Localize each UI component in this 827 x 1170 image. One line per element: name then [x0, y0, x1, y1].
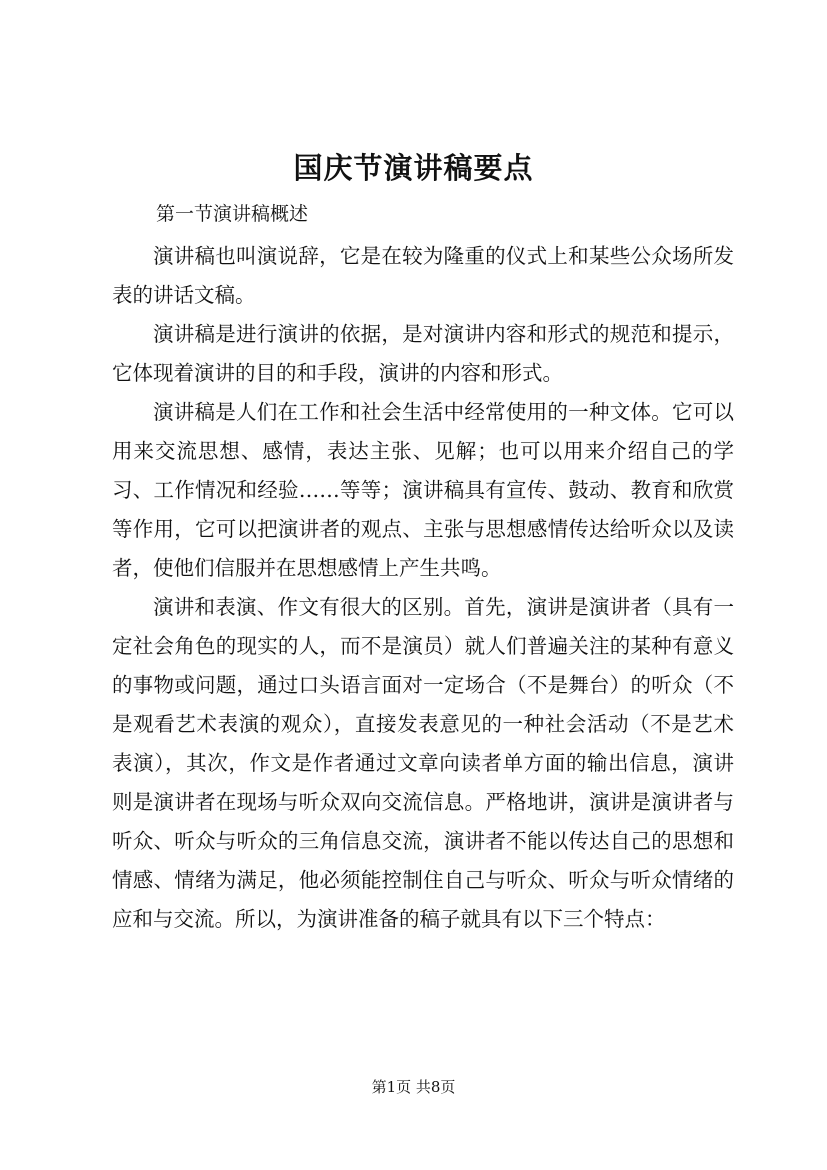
paragraph: 演讲稿也叫演说辞，它是在较为隆重的仪式上和某些公众场所发表的讲话文稿。 [112, 244, 734, 307]
page-footer: 第1页 共8页 [371, 1078, 456, 1096]
paragraph: 演讲和表演、作文有很大的区别。首先，演讲是演讲者（具有一定社会角色的现实的人，而不是演员）就人们普遍关注的某种有意义的事物或问题，通过口头语言面对一定场合（不是舞台）的听众（不是观看艺术表演的观众），直接发表意见的一种社会活动（不是艺术表演），其次，作文是作者通过文章向读者单方面的输出信息，演讲则是演讲者在现场与听众双向交流信息。严格地讲，演讲是演讲者与听众、听众与听众的三角信息交流，演讲者不能以传达自己的思想和情感、情绪为满足，他必须能控制住自己与听众、听众与听众情绪的应和与交流。所以，为演讲准备的稿子就具有以下三个特点： [112, 595, 734, 931]
document-body [112, 237, 734, 939]
document-title: 国庆节演讲稿要点 [293, 151, 534, 185]
section-heading: 第一节演讲稿概述 [156, 203, 309, 225]
paragraph: 演讲稿是进行演讲的依据，是对演讲内容和形式的规范和提示，它体现着演讲的目的和手段，演讲的内容和形式。 [112, 322, 734, 385]
paragraph: 演讲稿是人们在工作和社会生活中经常使用的一种文体。它可以用来交流思想、感情，表达主张、见解；也可以用来介绍自己的学习、工作情况和经验……等等；演讲稿具有宣传、鼓动、教育和欣赏等作用，它可以把演讲者的观点、主张与思想感情传达给听众以及读者，使他们信服并在思想感情上产生共鸣。 [112, 400, 734, 580]
